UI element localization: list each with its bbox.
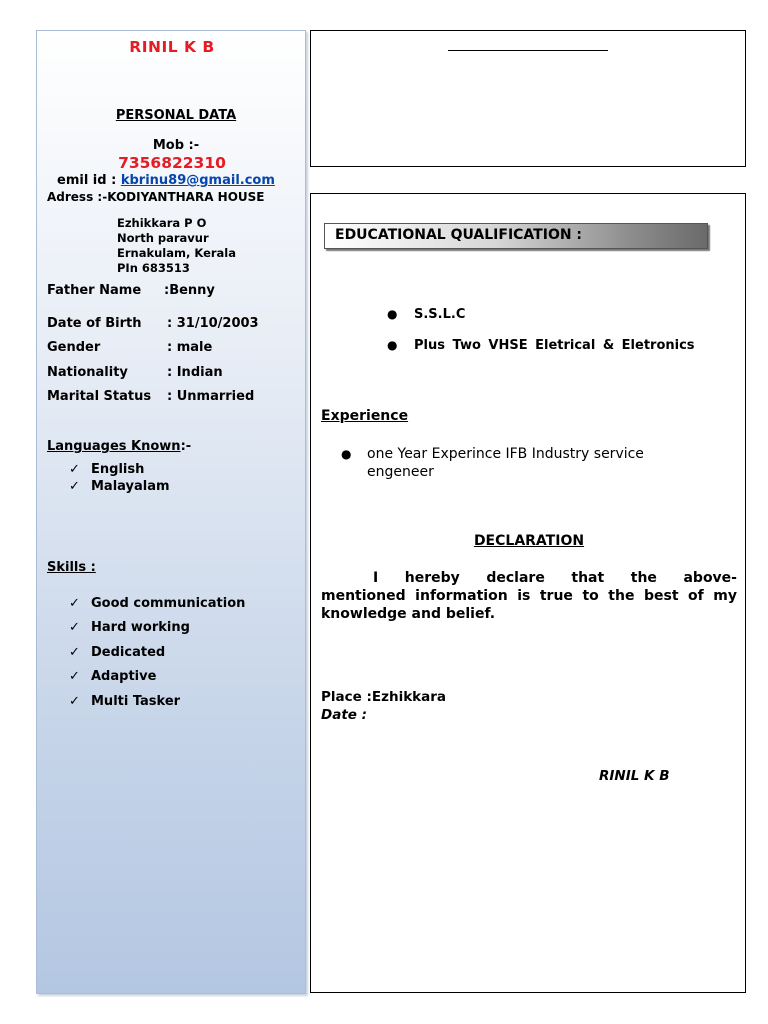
check-icon: ✓ (69, 462, 80, 477)
check-icon: ✓ (69, 596, 80, 611)
list-item: ✓ Malayalam (69, 479, 170, 494)
email-row (57, 173, 275, 188)
list-item: ✓ Multi Tasker (69, 690, 245, 714)
nationality-value: : Indian (167, 365, 223, 380)
skills-heading: Skills : (47, 560, 96, 575)
languages-heading: Languages Known:- (47, 439, 192, 454)
address-label: Adress :- (47, 190, 108, 204)
gender-label: Gender (47, 340, 101, 355)
marital-row (47, 389, 254, 404)
dob-value: : 31/10/2003 (167, 316, 259, 331)
email-link[interactable]: kbrinu89@gmail.com (120, 173, 275, 188)
signature-name: RINIL K B (599, 768, 670, 784)
nationality-row (47, 365, 223, 380)
check-icon: ✓ (69, 644, 80, 660)
date-field: Date : (321, 707, 368, 723)
address-line: Ezhikkara P O (117, 216, 207, 230)
check-icon: ✓ (69, 693, 80, 709)
declaration-text (321, 569, 737, 623)
divider-line (448, 50, 608, 51)
bullet-icon: ● (341, 447, 352, 461)
father-name-label: Father Name (47, 283, 142, 298)
list-item: ✓ Hard working (69, 616, 245, 640)
mobile-label: Mob :- (152, 138, 200, 153)
address-line: North paravur (117, 231, 209, 245)
gender-value: : male (167, 340, 213, 355)
address-block (117, 216, 236, 276)
languages-list (69, 461, 170, 495)
dob-label: Date of Birth (47, 316, 142, 331)
check-icon: ✓ (69, 620, 80, 636)
education-list (387, 307, 695, 369)
photo-box (310, 30, 746, 167)
candidate-name: RINIL K B (129, 38, 215, 56)
bullet-icon: ● (387, 307, 398, 321)
list-item: ✓ Dedicated (69, 641, 245, 665)
marital-value: : Unmarried (167, 389, 255, 404)
main-content-box (310, 193, 746, 993)
personal-sidebar (36, 30, 306, 994)
bullet-icon: ● (387, 338, 398, 352)
gender-row (47, 340, 212, 355)
list-item: ● S.S.L.C (387, 307, 466, 322)
declaration-heading: DECLARATION (473, 533, 585, 549)
personal-data-heading: PERSONAL DATA (115, 108, 237, 123)
list-item: ● Plus Two VHSE Eletrical & Eletronics (387, 338, 695, 353)
marital-label: Marital Status (47, 389, 152, 404)
nationality-label: Nationality (47, 365, 128, 380)
list-item-continuation: engeneer (367, 464, 434, 480)
list-item: ✓ Adaptive (69, 665, 245, 689)
address-line-1: KODIYANTHARA HOUSE (107, 190, 265, 204)
declaration-line: I hereby declare that the above- (373, 570, 737, 586)
dob-row (47, 316, 259, 331)
father-name-row (47, 283, 215, 298)
email-label: emil id : (57, 173, 121, 188)
list-item: ✓ English (69, 462, 145, 477)
experience-list (341, 445, 644, 481)
place-field: Place :Ezhikkara (321, 689, 447, 705)
check-icon: ✓ (69, 669, 80, 685)
education-heading: EDUCATIONAL QUALIFICATION : (324, 223, 708, 249)
list-item: ● one Year Experince IFB Industry service (341, 446, 644, 462)
skills-list (69, 592, 245, 714)
experience-heading: Experience (321, 408, 409, 424)
declaration-line: knowledge and belief. (321, 606, 496, 622)
declaration-line: mentioned information is true to the best of my (321, 588, 737, 604)
address-line: Ernakulam, Kerala (117, 246, 237, 260)
address-line: PIn 683513 (117, 261, 190, 275)
father-name-value: :Benny (164, 283, 215, 298)
mobile-number: 7356822310 (118, 154, 226, 172)
address-row (47, 190, 265, 204)
list-item: ✓ Good communication (69, 592, 245, 616)
check-icon: ✓ (69, 479, 80, 494)
